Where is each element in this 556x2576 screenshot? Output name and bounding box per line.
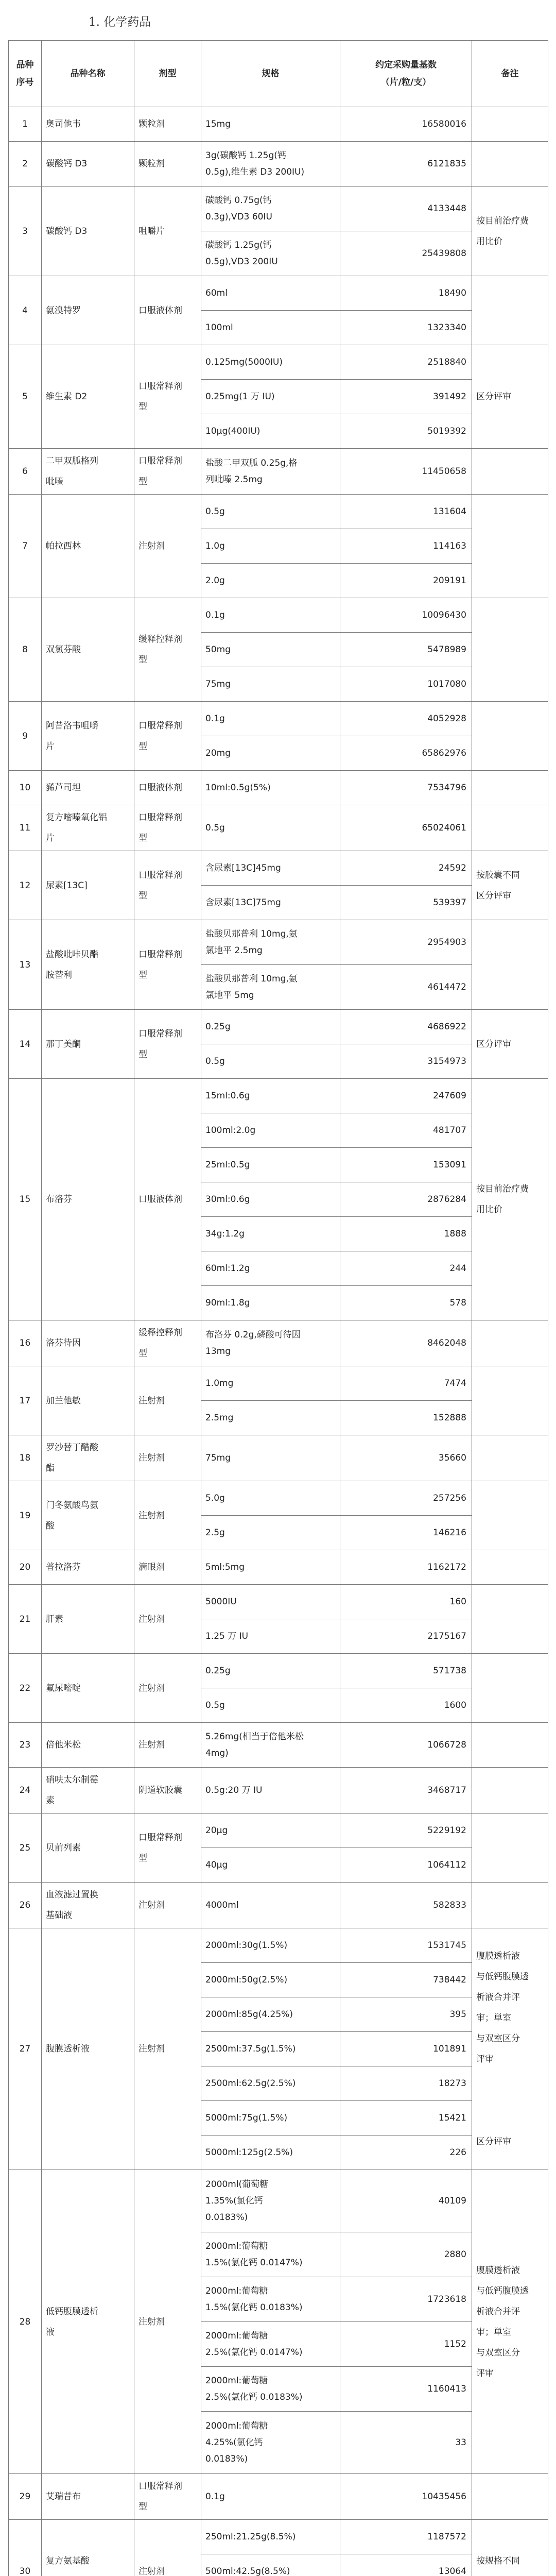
- quantity-cell: 481707: [340, 1113, 472, 1148]
- spec-cell: 0.125mg(5000IU): [201, 345, 340, 380]
- note-cell: [472, 107, 548, 142]
- item-number: 1: [9, 107, 42, 142]
- item-number: 9: [9, 702, 42, 771]
- quantity-cell: 1066728: [340, 1723, 472, 1768]
- dosage-form: 口服液体剂: [134, 1079, 201, 1320]
- spec-cell: 5000ml:75g(1.5%): [201, 2101, 340, 2136]
- table-row: [9, 2520, 548, 2554]
- quantity-cell: 1162172: [340, 1550, 472, 1585]
- quantity-cell: 8462048: [340, 1320, 472, 1366]
- header-spec: 规格: [201, 41, 340, 107]
- quantity-cell: 1600: [340, 1688, 472, 1723]
- table-row: [9, 805, 548, 851]
- table-row: [9, 1723, 548, 1768]
- table-row: [9, 187, 548, 231]
- item-number: 11: [9, 805, 42, 851]
- spec-cell: 60ml: [201, 276, 340, 311]
- quantity-cell: 5478989: [340, 633, 472, 667]
- quantity-cell: 4686922: [340, 1010, 472, 1044]
- note-cell: [472, 1883, 548, 1928]
- drug-table: [8, 40, 548, 2576]
- spec-cell: 2000ml:葡萄糖 2.5%(氯化钙 0.0183%): [201, 2367, 340, 2412]
- item-number: 12: [9, 851, 42, 920]
- note-cell: 按胶囊不同 区分评审: [472, 851, 548, 920]
- header-no: 品种 序号: [9, 41, 42, 107]
- item-number: 21: [9, 1585, 42, 1654]
- table-row: [9, 598, 548, 633]
- quantity-cell: 18273: [340, 2066, 472, 2101]
- table-row: [9, 1654, 548, 1688]
- spec-cell: 0.5g: [201, 1688, 340, 1723]
- dosage-form: 缓释控释剂 型: [134, 598, 201, 702]
- drug-name: 帕拉西林: [42, 495, 134, 598]
- dosage-form: 颗粒剂: [134, 107, 201, 142]
- dosage-form: 注射剂: [134, 2170, 201, 2474]
- quantity-cell: 3154973: [340, 1044, 472, 1079]
- quantity-cell: 2880: [340, 2232, 472, 2277]
- drug-name: 艾瑞昔布: [42, 2474, 134, 2520]
- note-cell: 按目前治疗费 用比价: [472, 1079, 548, 1320]
- table-row: [9, 1079, 548, 1113]
- note-cell: [472, 1814, 548, 1883]
- dosage-form: 口服常释剂 型: [134, 805, 201, 851]
- spec-cell: 2.5g: [201, 1516, 340, 1550]
- spec-cell: 2000ml:葡萄糖 1.5%(氯化钙 0.0147%): [201, 2232, 340, 2277]
- spec-cell: 3g(碳酸钙 1.25g(钙 0.5g),维生素 D3 200IU): [201, 142, 340, 187]
- note-cell: [472, 1723, 548, 1768]
- quantity-cell: 1888: [340, 1217, 472, 1251]
- drug-name: 门冬氨酸鸟氨 酸: [42, 1481, 134, 1550]
- quantity-cell: 209191: [340, 564, 472, 598]
- quantity-cell: 5229192: [340, 1814, 472, 1848]
- table-row: [9, 1010, 548, 1044]
- item-number: 22: [9, 1654, 42, 1723]
- dosage-form: 口服常释剂 型: [134, 1010, 201, 1079]
- spec-cell: 1.0g: [201, 529, 340, 564]
- spec-cell: 250ml:21.25g(8.5%): [201, 2520, 340, 2554]
- item-number: 26: [9, 1883, 42, 1928]
- spec-cell: 含尿素[13C]45mg: [201, 851, 340, 886]
- spec-cell: 1.0mg: [201, 1366, 340, 1401]
- quantity-cell: 33: [340, 2412, 472, 2474]
- item-number: 8: [9, 598, 42, 702]
- table-row: [9, 2170, 548, 2232]
- spec-cell: 0.1g: [201, 702, 340, 736]
- dosage-form: 滴眼剂: [134, 1550, 201, 1585]
- quantity-cell: 395: [340, 1997, 472, 2032]
- note-cell: [472, 1481, 548, 1550]
- dosage-form: 注射剂: [134, 2520, 201, 2576]
- quantity-cell: 1531745: [340, 1928, 472, 1963]
- drug-name: 倍他米松: [42, 1723, 134, 1768]
- table-row: [9, 1320, 548, 1366]
- note-cell: [472, 920, 548, 1010]
- table-row: [9, 495, 548, 529]
- item-number: 30: [9, 2520, 42, 2576]
- spec-cell: 4000ml: [201, 1883, 340, 1928]
- dosage-form: 注射剂: [134, 1928, 201, 2170]
- note-cell: [472, 1320, 548, 1366]
- item-number: 6: [9, 449, 42, 495]
- spec-cell: 0.1g: [201, 598, 340, 633]
- note-cell: 腹膜透析液 与低钙腹膜透 析液合并评 审；単室 与双室区分 评审 区分评审: [472, 1928, 548, 2170]
- drug-name: 阿昔洛韦咀嚼 片: [42, 702, 134, 771]
- quantity-cell: 146216: [340, 1516, 472, 1550]
- item-number: 4: [9, 276, 42, 345]
- quantity-cell: 247609: [340, 1079, 472, 1113]
- item-number: 28: [9, 2170, 42, 2474]
- spec-cell: 2000ml:30g(1.5%): [201, 1928, 340, 1963]
- dosage-form: 口服常释剂 型: [134, 702, 201, 771]
- quantity-cell: 35660: [340, 1435, 472, 1481]
- spec-cell: 90ml:1.8g: [201, 1286, 340, 1320]
- table-row: [9, 1435, 548, 1481]
- spec-cell: 碳酸钙 0.75g(钙 0.3g),VD3 60IU: [201, 187, 340, 231]
- quantity-cell: 257256: [340, 1481, 472, 1516]
- table-row: [9, 107, 548, 142]
- drug-name: 氟尿嘧啶: [42, 1654, 134, 1723]
- quantity-cell: 4133448: [340, 187, 472, 231]
- note-cell: 区分评审: [472, 345, 548, 449]
- note-cell: [472, 805, 548, 851]
- quantity-cell: 65862976: [340, 736, 472, 771]
- header-note: 备注: [472, 41, 548, 107]
- table-row: [9, 851, 548, 886]
- drug-name: 加兰他敏: [42, 1366, 134, 1435]
- spec-cell: 布洛芬 0.2g,磷酸可待因 13mg: [201, 1320, 340, 1366]
- spec-cell: 100ml:2.0g: [201, 1113, 340, 1148]
- drug-name: 维生素 D2: [42, 345, 134, 449]
- quantity-cell: 1064112: [340, 1848, 472, 1883]
- drug-name: 奥司他韦: [42, 107, 134, 142]
- quantity-cell: 1723618: [340, 2277, 472, 2322]
- quantity-cell: 244: [340, 1251, 472, 1286]
- spec-cell: 15mg: [201, 107, 340, 142]
- quantity-cell: 40109: [340, 2170, 472, 2232]
- quantity-cell: 578: [340, 1286, 472, 1320]
- table-row: [9, 1366, 548, 1401]
- quantity-cell: 2954903: [340, 920, 472, 965]
- note-cell: [472, 598, 548, 702]
- spec-cell: 5.26mg(相当于倍他米松 4mg): [201, 1723, 340, 1768]
- dosage-form: 颗粒剂: [134, 142, 201, 187]
- spec-cell: 15ml:0.6g: [201, 1079, 340, 1113]
- quantity-cell: 2518840: [340, 345, 472, 380]
- quantity-cell: 114163: [340, 529, 472, 564]
- spec-cell: 0.5g: [201, 805, 340, 851]
- quantity-cell: 4052928: [340, 702, 472, 736]
- item-number: 10: [9, 771, 42, 805]
- quantity-cell: 738442: [340, 1963, 472, 1997]
- note-cell: [472, 495, 548, 598]
- spec-cell: 盐酸贝那普利 10mg,氨 氯地平 2.5mg: [201, 920, 340, 965]
- quantity-cell: 1152: [340, 2322, 472, 2367]
- quantity-cell: 4614472: [340, 965, 472, 1010]
- dosage-form: 注射剂: [134, 1654, 201, 1723]
- item-number: 14: [9, 1010, 42, 1079]
- item-number: 15: [9, 1079, 42, 1320]
- spec-cell: 5000ml:125g(2.5%): [201, 2136, 340, 2170]
- quantity-cell: 15421: [340, 2101, 472, 2136]
- table-row: [9, 345, 548, 380]
- spec-cell: 含尿素[13C]75mg: [201, 886, 340, 920]
- item-number: 7: [9, 495, 42, 598]
- quantity-cell: 1187572: [340, 2520, 472, 2554]
- quantity-cell: 3468717: [340, 1768, 472, 1814]
- note-cell: [472, 1654, 548, 1723]
- drug-name: 尿素[13C]: [42, 851, 134, 920]
- quantity-cell: 101891: [340, 2032, 472, 2066]
- header-name: 品种名称: [42, 41, 134, 107]
- spec-cell: 2000ml:葡萄糖 4.25%(氯化钙 0.0183%): [201, 2412, 340, 2474]
- dosage-form: 注射剂: [134, 495, 201, 598]
- quantity-cell: 391492: [340, 380, 472, 414]
- dosage-form: 口服常释剂 型: [134, 449, 201, 495]
- dosage-form: 注射剂: [134, 1585, 201, 1654]
- spec-cell: 100ml: [201, 311, 340, 345]
- quantity-cell: 160: [340, 1585, 472, 1619]
- section-heading: 1. 化学药品: [89, 15, 151, 29]
- quantity-cell: 539397: [340, 886, 472, 920]
- item-number: 5: [9, 345, 42, 449]
- quantity-cell: 1323340: [340, 311, 472, 345]
- drug-name: 普拉洛芬: [42, 1550, 134, 1585]
- quantity-cell: 2175167: [340, 1619, 472, 1654]
- note-cell: [472, 1366, 548, 1435]
- item-number: 25: [9, 1814, 42, 1883]
- table-row: [9, 1550, 548, 1585]
- spec-cell: 盐酸贝那普利 10mg,氨 氯地平 5mg: [201, 965, 340, 1010]
- drug-name: 洛芬待因: [42, 1320, 134, 1366]
- spec-cell: 碳酸钙 1.25g(钙 0.5g),VD3 200IU: [201, 231, 340, 276]
- spec-cell: 2500ml:37.5g(1.5%): [201, 2032, 340, 2066]
- note-cell: [472, 449, 548, 495]
- dosage-form: 口服常释剂 型: [134, 2474, 201, 2520]
- drug-name: 布洛芬: [42, 1079, 134, 1320]
- note-cell: [472, 1435, 548, 1481]
- spec-cell: 2000ml(葡萄糖 1.35%(氯化钙 0.0183%): [201, 2170, 340, 2232]
- item-number: 17: [9, 1366, 42, 1435]
- item-number: 27: [9, 1928, 42, 2170]
- quantity-cell: 7534796: [340, 771, 472, 805]
- drug-name: 贝前列素: [42, 1814, 134, 1883]
- header-qty: 约定采购量基数 （片/粒/支）: [340, 41, 472, 107]
- quantity-cell: 24592: [340, 851, 472, 886]
- note-cell: 按目前治疗费 用比价: [472, 187, 548, 276]
- dosage-form: 口服常释剂 型: [134, 345, 201, 449]
- spec-cell: 0.5g:20 万 IU: [201, 1768, 340, 1814]
- note-cell: [472, 2474, 548, 2520]
- spec-cell: 2.0g: [201, 564, 340, 598]
- spec-cell: 75mg: [201, 1435, 340, 1481]
- note-cell: 区分评审: [472, 1010, 548, 1079]
- table-row: [9, 276, 548, 311]
- quantity-cell: 10096430: [340, 598, 472, 633]
- quantity-cell: 11450658: [340, 449, 472, 495]
- spec-cell: 2500ml:62.5g(2.5%): [201, 2066, 340, 2101]
- dosage-form: 咀嚼片: [134, 187, 201, 276]
- drug-name: 肝素: [42, 1585, 134, 1654]
- spec-cell: 0.5g: [201, 495, 340, 529]
- dosage-form: 口服常释剂 型: [134, 1814, 201, 1883]
- drug-name: 二甲双胍格列 吡嗪: [42, 449, 134, 495]
- spec-cell: 0.25g: [201, 1654, 340, 1688]
- item-number: 29: [9, 2474, 42, 2520]
- note-cell: [472, 1550, 548, 1585]
- quantity-cell: 7474: [340, 1366, 472, 1401]
- item-number: 20: [9, 1550, 42, 1585]
- note-cell: [472, 276, 548, 345]
- table-row: [9, 1883, 548, 1928]
- quantity-cell: 226: [340, 2136, 472, 2170]
- spec-cell: 10μg(400IU): [201, 414, 340, 449]
- dosage-form: 注射剂: [134, 1883, 201, 1928]
- spec-cell: 盐酸二甲双胍 0.25g,格 列吡嗪 2.5mg: [201, 449, 340, 495]
- drug-name: 豨芦司坦: [42, 771, 134, 805]
- dosage-form: 口服常释剂 型: [134, 920, 201, 1010]
- dosage-form: 口服常释剂 型: [134, 851, 201, 920]
- quantity-cell: 16580016: [340, 107, 472, 142]
- drug-name: 双氯芬酸: [42, 598, 134, 702]
- quantity-cell: 13064: [340, 2554, 472, 2576]
- item-number: 13: [9, 920, 42, 1010]
- spec-cell: 5.0g: [201, 1481, 340, 1516]
- dosage-form: 缓释控释剂 型: [134, 1320, 201, 1366]
- quantity-cell: 18490: [340, 276, 472, 311]
- spec-cell: 0.25mg(1 万 IU): [201, 380, 340, 414]
- note-cell: [472, 142, 548, 187]
- table-body: [9, 107, 548, 2576]
- spec-cell: 50mg: [201, 633, 340, 667]
- drug-name: 血液滤过置换 基础液: [42, 1883, 134, 1928]
- spec-cell: 2000ml:50g(2.5%): [201, 1963, 340, 1997]
- quantity-cell: 582833: [340, 1883, 472, 1928]
- dosage-form: 注射剂: [134, 1366, 201, 1435]
- quantity-cell: 571738: [340, 1654, 472, 1688]
- spec-cell: 40μg: [201, 1848, 340, 1883]
- spec-cell: 75mg: [201, 667, 340, 702]
- spec-cell: 0.25g: [201, 1010, 340, 1044]
- drug-name: 那丁美酮: [42, 1010, 134, 1079]
- drug-name: 硝呋太尔制霉 素: [42, 1768, 134, 1814]
- item-number: 2: [9, 142, 42, 187]
- spec-cell: 5000IU: [201, 1585, 340, 1619]
- table-row: [9, 920, 548, 965]
- spec-cell: 2000ml:85g(4.25%): [201, 1997, 340, 2032]
- spec-cell: 10ml:0.5g(5%): [201, 771, 340, 805]
- item-number: 19: [9, 1481, 42, 1550]
- note-cell: 按规格不同: [472, 2520, 548, 2576]
- table-row: [9, 2474, 548, 2520]
- quantity-cell: 10435456: [340, 2474, 472, 2520]
- quantity-cell: 131604: [340, 495, 472, 529]
- table-row: [9, 702, 548, 736]
- item-number: 3: [9, 187, 42, 276]
- drug-name: 复方氨基酸: [42, 2520, 134, 2576]
- dosage-form: 注射剂: [134, 1481, 201, 1550]
- table-row: [9, 1585, 548, 1619]
- dosage-form: 注射剂: [134, 1435, 201, 1481]
- spec-cell: 0.5g: [201, 1044, 340, 1079]
- quantity-cell: 1017080: [340, 667, 472, 702]
- dosage-form: 口服液体剂: [134, 276, 201, 345]
- header-form: 剂型: [134, 41, 201, 107]
- spec-cell: 20mg: [201, 736, 340, 771]
- spec-cell: 500ml:42.5g(8.5%): [201, 2554, 340, 2576]
- item-number: 18: [9, 1435, 42, 1481]
- drug-name: 碳酸钙 D3: [42, 142, 134, 187]
- table-row: [9, 1814, 548, 1848]
- spec-cell: 1.25 万 IU: [201, 1619, 340, 1654]
- quantity-cell: 1160413: [340, 2367, 472, 2412]
- quantity-cell: 152888: [340, 1401, 472, 1435]
- drug-name: 复方嘧嗪氧化铝 片: [42, 805, 134, 851]
- quantity-cell: 2876284: [340, 1182, 472, 1217]
- quantity-cell: 25439808: [340, 231, 472, 276]
- note-cell: [472, 771, 548, 805]
- spec-cell: 34g:1.2g: [201, 1217, 340, 1251]
- spec-cell: 2000ml:葡萄糖 1.5%(氯化钙 0.0183%): [201, 2277, 340, 2322]
- dosage-form: 阴道软胶囊: [134, 1768, 201, 1814]
- dosage-form: 口服液体剂: [134, 771, 201, 805]
- note-cell: [472, 1768, 548, 1814]
- spec-cell: 30ml:0.6g: [201, 1182, 340, 1217]
- drug-name: 腹膜透析液: [42, 1928, 134, 2170]
- table-row: [9, 1768, 548, 1814]
- drug-name: 盐酸吡咔贝酯 胺替利: [42, 920, 134, 1010]
- drug-name: 低钙腹膜透析 液: [42, 2170, 134, 2474]
- dosage-form: 注射剂: [134, 1723, 201, 1768]
- spec-cell: 20μg: [201, 1814, 340, 1848]
- quantity-cell: 65024061: [340, 805, 472, 851]
- table-row: [9, 1928, 548, 1963]
- item-number: 16: [9, 1320, 42, 1366]
- table-row: [9, 1481, 548, 1516]
- table-row: [9, 449, 548, 495]
- drug-name: 碳酸钙 D3: [42, 187, 134, 276]
- note-cell: 腹膜透析液 与低钙腹膜透 析液合并评 审；単室 与双室区分 评审: [472, 2170, 548, 2474]
- spec-cell: 2000ml:葡萄糖 2.5%(氯化钙 0.0147%): [201, 2322, 340, 2367]
- drug-name: 氨溴特罗: [42, 276, 134, 345]
- drug-name: 罗沙替丁醋酸 酯: [42, 1435, 134, 1481]
- quantity-cell: 5019392: [340, 414, 472, 449]
- spec-cell: 0.1g: [201, 2474, 340, 2520]
- item-number: 23: [9, 1723, 42, 1768]
- table-header-row: [9, 41, 548, 107]
- quantity-cell: 153091: [340, 1148, 472, 1182]
- spec-cell: 5ml:5mg: [201, 1550, 340, 1585]
- table-row: [9, 142, 548, 187]
- spec-cell: 25ml:0.5g: [201, 1148, 340, 1182]
- spec-cell: 60ml:1.2g: [201, 1251, 340, 1286]
- note-cell: [472, 1585, 548, 1654]
- quantity-cell: 6121835: [340, 142, 472, 187]
- note-cell: [472, 702, 548, 771]
- spec-cell: 2.5mg: [201, 1401, 340, 1435]
- item-number: 24: [9, 1768, 42, 1814]
- table-row: [9, 771, 548, 805]
